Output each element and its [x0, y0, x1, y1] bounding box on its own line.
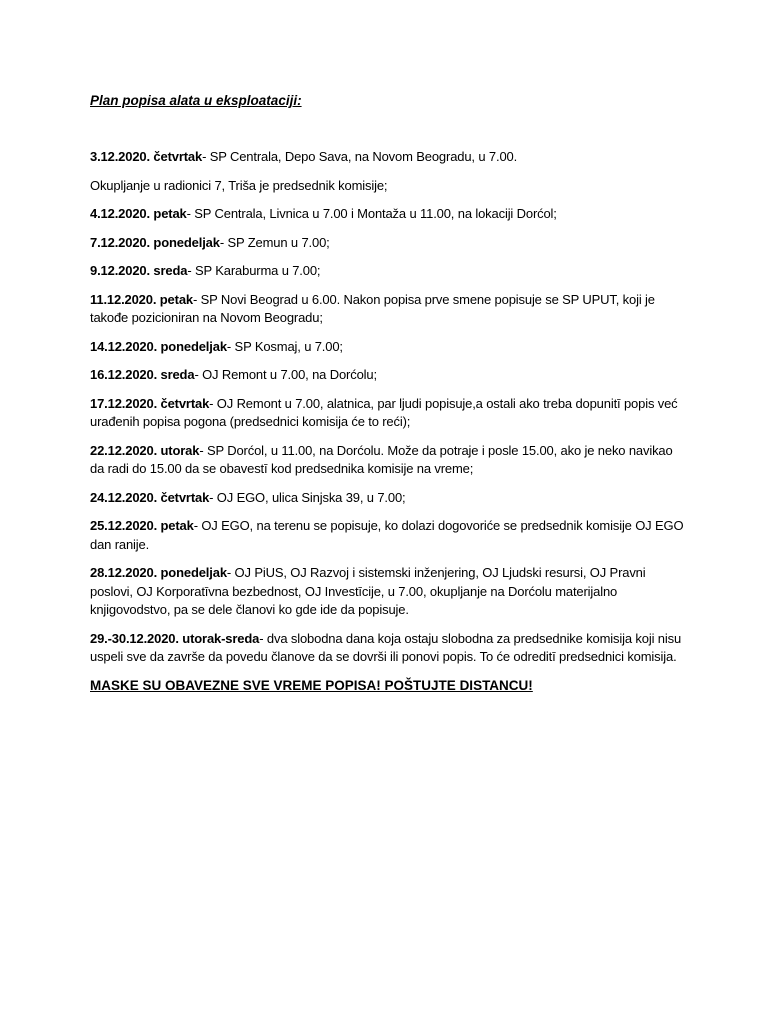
entry-date: 4.12.2020. petak [90, 206, 187, 221]
entry-text: - SP Kosmaj, u 7.00; [226, 338, 343, 354]
entry-text: - OJ EGO, na terenu se popisuje, ko dolazi dogovoriće se predsednik komisije OJ EGO dan ranije. [90, 518, 684, 552]
schedule-entry [90, 177, 690, 196]
entry-date: 24.12.2020. četvrtak [90, 489, 210, 505]
entry-date: 9.12.2020. sreda [90, 263, 188, 278]
safety-notice: MASKE SU OBAVEZNE SVE VREME POPISA! POŠTUJTE DISTANCU! [90, 677, 533, 693]
schedule-entry [90, 291, 690, 328]
entry-date: 3.12.2020. četvrtak [90, 149, 203, 164]
document-title: Plan popisa alata u eksploataciji: [90, 93, 302, 108]
entry-text: - OJ Remont u 7.00, alatnica, par ljudi popisuje,a ostali ako treba dopunitī popis već urađenih popisa pogona (predsednici komisija će to reći); [90, 395, 678, 429]
entry-text: - SP Novi Beograd u 6.00. Nakon popisa prve smene popisuje se SP UPUT, koji je takođe pozicioniran na Novom Beogradu; [90, 291, 655, 325]
entry-date: 17.12.2020. četvrtak [90, 395, 210, 411]
entry-date: 16.12.2020. sreda [90, 367, 195, 382]
entry-text: - dva slobodna dana koja ostaju slobodna za predsednike komisija koji nisu uspeli sve da završe da povedu članove da se dovrši ili ponovi popis. To će odreditī predsednici komisija. [90, 630, 682, 664]
entry-text: - SP Karaburma u 7.00; [187, 263, 321, 278]
entry-text: - OJ Remont u 7.00, na Dorćolu; [194, 367, 377, 382]
entry-date: 7.12.2020. ponedeljak [90, 234, 220, 250]
schedule-entry [90, 630, 690, 667]
entry-text: - OJ EGO, ulica Sinjska 39, u 7.00; [209, 489, 406, 505]
schedule-entry [90, 564, 690, 620]
schedule-entry [90, 366, 690, 385]
entry-date: 28.12.2020. ponedeljak [90, 565, 227, 580]
entry-date: 29.-30.12.2020. utorak-sreda [90, 630, 260, 646]
schedule-list [90, 148, 690, 667]
schedule-entry [90, 338, 690, 357]
entry-date: 11.12.2020. petak [90, 291, 193, 307]
entry-date: 22.12.2020. utorak [90, 442, 200, 458]
schedule-entry [90, 262, 690, 281]
entry-text: - SP Dorćol, u 11.00, na Dorćolu. Može da potraje i posle 15.00, ako je neko navikao da radi do 15.00 da se obavestī kod predsednika komisije na vreme; [90, 442, 673, 476]
schedule-entry [90, 442, 690, 479]
schedule-entry [90, 234, 690, 253]
entry-text: - SP Centrala, Livnica u 7.00 i Montaža u 11.00, na lokaciji Dorćol; [186, 206, 557, 221]
schedule-entry [90, 489, 690, 508]
schedule-entry [90, 395, 690, 432]
document-page [90, 92, 690, 695]
entry-date: 14.12.2020. ponedeljak [90, 338, 227, 354]
schedule-entry [90, 148, 690, 167]
entry-text: - SP Centrala, Depo Sava, na Novom Beogradu, u 7.00. [202, 149, 518, 164]
entry-text: - SP Zemun u 7.00; [219, 234, 330, 250]
entry-text: - OJ PiUS, OJ Razvoj i sistemski inženjering, OJ Ljudski resursi, OJ Pravni poslovi, OJ Korporatīvna bezbednost, OJ Investīcije, u 7.00, okupljanje na Dorćolu materijalno knjigovodstvo, pa se dele članovi ko gde ide da popisuje. [90, 565, 646, 617]
schedule-entry [90, 205, 690, 224]
entry-text: Okupljanje u radionici 7, Triša je predsednik komisije; [90, 177, 388, 193]
entry-date: 25.12.2020. petak [90, 518, 194, 533]
schedule-entry [90, 517, 690, 554]
